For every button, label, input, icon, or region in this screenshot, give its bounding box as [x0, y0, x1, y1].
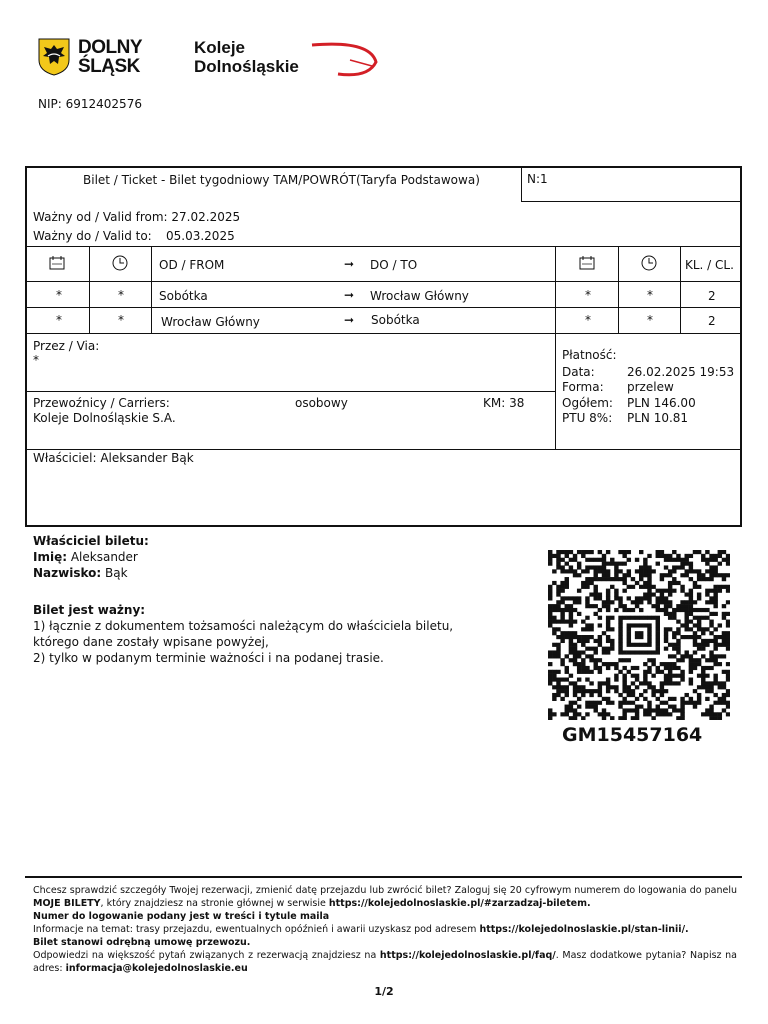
row2-time2: * — [647, 313, 653, 327]
ticket-number: N:1 — [527, 172, 548, 186]
holder-surname-label: Nazwisko: — [33, 566, 102, 580]
col-to-header: DO / TO — [370, 258, 418, 272]
footer-link-manage[interactable]: https://kolejedolnoslaskie.pl/#zarzadzaj-biletem. — [328, 898, 591, 909]
row2-from: Wrocław Główny — [161, 315, 260, 329]
row2-date2: * — [585, 313, 591, 327]
payment-date-label: Data: — [562, 365, 595, 379]
col-from-header: OD / FROM — [159, 258, 225, 272]
footer-link-status[interactable]: https://kolejedolnoslaskie.pl/stan-linii/. — [479, 924, 689, 935]
arrow-right-icon: ➞ — [344, 257, 355, 271]
footer-email-link[interactable]: informacja@kolejedolnoslaskie.eu — [65, 963, 248, 974]
row1-from: Sobótka — [159, 289, 208, 303]
footer-moje-bilety: MOJE BILETY — [33, 898, 101, 909]
row1-time1: * — [118, 288, 124, 302]
payment-form-label: Forma: — [562, 380, 604, 394]
carrier-name: Koleje Dolnośląskie S.A. — [33, 411, 176, 425]
arrow-right-icon: ➞ — [344, 313, 355, 327]
payment-date-value: 26.02.2025 19:53 — [627, 365, 735, 379]
kd-swoosh-icon — [290, 40, 380, 80]
row1-date2: * — [585, 288, 591, 302]
payment-total-value: PLN 146.00 — [627, 396, 696, 410]
payment-form-value: przelew — [627, 380, 674, 394]
valid-to-value: 05.03.2025 — [166, 229, 235, 243]
dolny-slask-logo — [38, 38, 142, 76]
aztec-code-icon — [548, 550, 730, 720]
valid-title: Bilet jest ważny: — [33, 603, 146, 617]
via-value: * — [33, 353, 39, 367]
holder-surname-value: Bąk — [101, 566, 128, 580]
row1-class: 2 — [708, 289, 716, 303]
footer-contract-note: Bilet stanowi odrębną umowę przewozu. — [33, 937, 251, 948]
koleje-dolnoslaskie-wordmark: Koleje Dolnośląskie — [194, 38, 299, 76]
eagle-crest-icon — [38, 38, 70, 76]
footer-link-faq[interactable]: https://kolejedolnoslaskie.pl/faq/ — [379, 950, 556, 961]
ticket-code: GM15457164 — [562, 724, 703, 746]
calendar-icon — [49, 256, 65, 270]
holder-name-label: Imię: — [33, 550, 68, 564]
holder-name-value: Aleksander — [67, 550, 138, 564]
page-number: 1/2 — [374, 985, 394, 998]
arrow-right-icon: ➞ — [344, 288, 355, 302]
valid-to-label: Ważny do / Valid to: — [33, 229, 152, 243]
row1-time2: * — [647, 288, 653, 302]
footer-line2: , który znajdziesz na stronie głównej w serwisie — [100, 898, 329, 909]
ticket-title: Bilet / Ticket - Bilet tygodniowy TAM/POWRÓT(Taryfa Podstawowa) — [83, 173, 480, 187]
carriers-label: Przewoźnicy / Carriers: — [33, 396, 170, 410]
nip-number: NIP: 6912402576 — [38, 97, 142, 111]
via-label: Przez / Via: — [33, 339, 100, 353]
payment-total-label: Ogółem: — [562, 396, 613, 410]
footer-line6: Odpowiedzi na większość pytań związanych z rezerwacją znajdziesz na — [33, 950, 380, 961]
holder-block — [33, 533, 149, 581]
footer-line1: Chcesz sprawdzić szczegóły Twojej rezerwacji, zmienić datę przejazdu lub zwrócić bilet? Zaloguj się 20 cyfrowym numerem do logowania do panelu — [33, 885, 737, 896]
ticket-owner: Właściciel: Aleksander Bąk — [33, 451, 194, 465]
distance-km: KM: 38 — [483, 396, 525, 410]
dolny-slask-wordmark: DOLNY ŚLĄSK — [78, 37, 142, 77]
row1-date1: * — [56, 288, 62, 302]
rule-1a: 1) łącznie z dokumentem tożsamości należącym do właściciela biletu, — [33, 619, 454, 633]
footer-line6b: . Masz dodatkowe pytania? Napisz na adres: — [33, 950, 737, 974]
row2-to: Sobótka — [371, 313, 420, 327]
row2-time1: * — [118, 313, 124, 327]
rule-1b: którego dane zostały wpisane powyżej, — [33, 635, 269, 649]
col-class-header: KL. / CL. — [685, 258, 734, 272]
footer-divider — [25, 876, 742, 878]
clock-icon — [641, 255, 657, 271]
footer-info — [33, 884, 737, 975]
footer-line4: Informacje na temat: trasy przejazdu, ewentualnych opóźnień i awarii uzyskasz pod adresem — [33, 924, 480, 935]
calendar-icon — [579, 256, 595, 270]
payment-vat-value: PLN 10.81 — [627, 411, 689, 425]
clock-icon — [112, 255, 128, 271]
rule-2: 2) tylko w podanym terminie ważności i na podanej trasie. — [33, 651, 384, 665]
valid-from: Ważny od / Valid from: 27.02.2025 — [33, 210, 241, 224]
train-type: osobowy — [295, 396, 348, 410]
row2-date1: * — [56, 313, 62, 327]
payment-vat-label: PTU 8%: — [562, 411, 613, 425]
row2-class: 2 — [708, 314, 716, 328]
holder-title: Właściciel biletu: — [33, 534, 149, 548]
payment-title: Płatność: — [562, 348, 617, 362]
validity-rules — [33, 602, 453, 666]
footer-login-note: Numer do logowanie podany jest w treści i tytule maila — [33, 911, 330, 922]
row1-to: Wrocław Główny — [370, 289, 469, 303]
ticket-frame — [25, 166, 742, 527]
